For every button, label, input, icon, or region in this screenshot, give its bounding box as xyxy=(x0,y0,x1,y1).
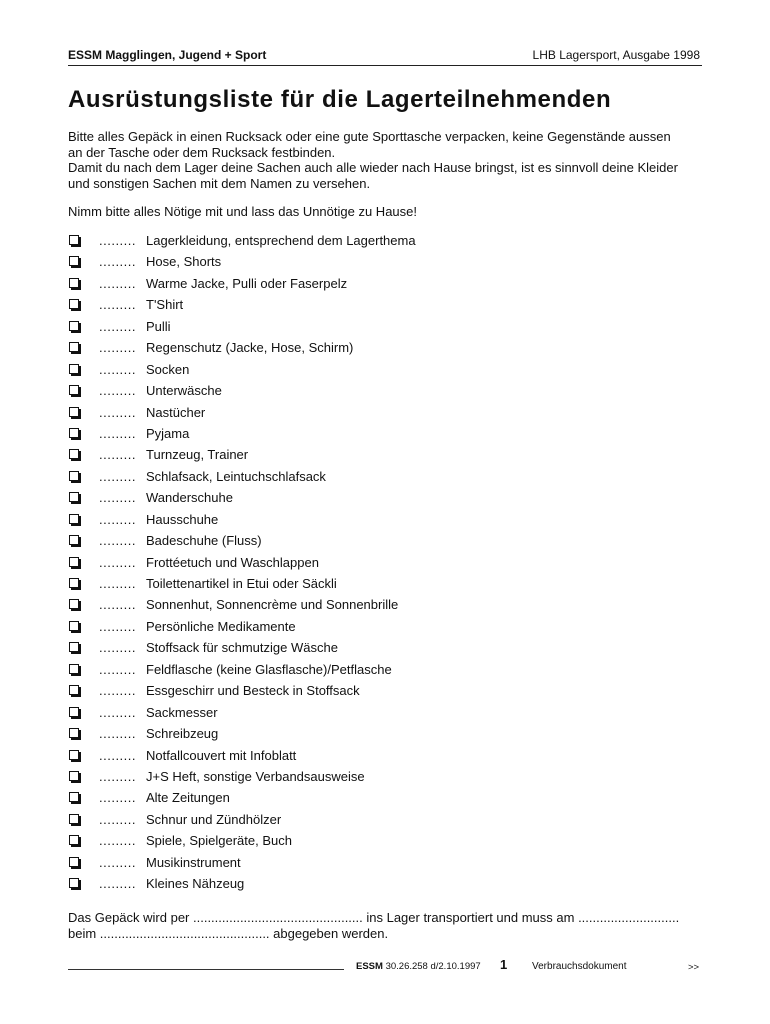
checkbox-icon[interactable] xyxy=(69,728,79,738)
checklist-item-label: Nastücher xyxy=(146,404,206,420)
checklist-item-label: Spiele, Spielgeräte, Buch xyxy=(146,833,292,849)
quantity-blank[interactable]: ......... xyxy=(99,704,137,720)
quantity-blank[interactable]: ......... xyxy=(99,425,137,441)
checkbox-icon[interactable] xyxy=(69,235,79,245)
checkbox-icon[interactable] xyxy=(69,771,79,781)
checklist-item-label: Sackmesser xyxy=(146,704,218,720)
quantity-blank[interactable]: ......... xyxy=(99,554,137,570)
checkbox-icon[interactable] xyxy=(69,278,79,288)
packing-note: Nimm bitte alles Nötige mit und lass das Unnötige zu Hause! xyxy=(68,204,417,219)
quantity-blank[interactable]: ......... xyxy=(99,383,137,399)
checklist-item-label: Wanderschuhe xyxy=(146,490,233,506)
quantity-blank[interactable]: ......... xyxy=(99,854,137,870)
checklist-item-label: Pyjama xyxy=(146,425,190,441)
checklist-item-label: T'Shirt xyxy=(146,297,184,313)
checkbox-icon[interactable] xyxy=(69,878,79,888)
quantity-blank[interactable]: ......... xyxy=(99,618,137,634)
checkbox-icon[interactable] xyxy=(69,471,79,481)
checkbox-icon[interactable] xyxy=(69,642,79,652)
transport-line: Das Gepäck wird per ............................................... ins Lager transportiert und muss am ............................ xyxy=(68,910,680,925)
quantity-blank[interactable]: ......... xyxy=(99,876,137,892)
checkbox-icon[interactable] xyxy=(69,814,79,824)
checklist-item-label: Badeschuhe (Fluss) xyxy=(146,533,262,549)
quantity-blank[interactable]: ......... xyxy=(99,490,137,506)
checkbox-icon[interactable] xyxy=(69,428,79,438)
checklist-item-label: Persönliche Medikamente xyxy=(146,618,296,634)
checklist-item-label: Schnur und Zündhölzer xyxy=(146,811,282,827)
checklist-item-label: Kleines Nähzeug xyxy=(146,876,245,892)
checklist-item-label: Essgeschirr und Besteck in Stoffsack xyxy=(146,683,360,699)
checklist-item-label: Stoffsack für schmutzige Wäsche xyxy=(146,640,338,656)
footer-document-type: Verbrauchsdokument xyxy=(532,961,627,972)
checkbox-icon[interactable] xyxy=(69,407,79,417)
quantity-blank[interactable]: ......... xyxy=(99,468,137,484)
intro-line: und sonstigen Sachen mit dem Namen zu versehen. xyxy=(68,175,371,191)
header-edition: LHB Lagersport, Ausgabe 1998 xyxy=(532,48,700,62)
checkbox-icon[interactable] xyxy=(69,599,79,609)
checklist-item-label: Hose, Shorts xyxy=(146,254,222,270)
quantity-blank[interactable]: ......... xyxy=(99,233,137,248)
footer-rule xyxy=(68,969,344,970)
checklist-item-label: Schlafsack, Leintuchschlafsack xyxy=(146,468,326,484)
footer-code-number: 30.26.258 d/2.10.1997 xyxy=(382,961,481,972)
checklist-item-label: Pulli xyxy=(146,318,171,334)
checklist-item-label: Sonnenhut, Sonnencrème und Sonnenbrille xyxy=(146,597,399,613)
intro-line: Damit du nach dem Lager deine Sachen auch alle wieder nach Hause bringst, ist es sinnvoll deine Kleider xyxy=(68,160,678,175)
quantity-blank[interactable]: ......... xyxy=(99,597,137,613)
checkbox-icon[interactable] xyxy=(69,685,79,695)
quantity-blank[interactable]: ......... xyxy=(99,576,137,591)
footer-code-org: ESSM xyxy=(356,961,383,972)
checklist-item-label: Toilettenartikel in Etui oder Säckli xyxy=(146,576,337,591)
quantity-blank[interactable]: ......... xyxy=(99,275,137,291)
checklist-item-label: Notfallcouvert mit Infoblatt xyxy=(146,747,297,763)
checklist-item-label: Feldflasche (keine Glasflasche)/Petflasche xyxy=(146,661,392,677)
checkbox-icon[interactable] xyxy=(69,364,79,374)
checklist-item-label: Lagerkleidung, entsprechend dem Lagerthema xyxy=(146,233,416,248)
quantity-blank[interactable]: ......... xyxy=(99,447,137,463)
quantity-blank[interactable]: ......... xyxy=(99,511,137,527)
checkbox-icon[interactable] xyxy=(69,449,79,459)
checkbox-icon[interactable] xyxy=(69,857,79,867)
checkbox-icon[interactable] xyxy=(69,256,79,266)
page-number: 1 xyxy=(500,957,508,972)
quantity-blank[interactable]: ......... xyxy=(99,768,137,784)
next-page-indicator: >> xyxy=(688,962,700,973)
checkbox-icon[interactable] xyxy=(69,707,79,717)
checkbox-icon[interactable] xyxy=(69,321,79,331)
intro-line: Bitte alles Gepäck in einen Rucksack oder eine gute Sporttasche verpacken, keine Gegenstände aussen xyxy=(68,129,671,144)
checkbox-icon[interactable] xyxy=(69,621,79,631)
checkbox-icon[interactable] xyxy=(69,750,79,760)
quantity-blank[interactable]: ......... xyxy=(99,318,137,334)
checkbox-icon[interactable] xyxy=(69,492,79,502)
quantity-blank[interactable]: ......... xyxy=(99,297,137,313)
checklist-item-label: Turnzeug, Trainer xyxy=(146,447,249,463)
checklist-item-label: Musikinstrument xyxy=(146,854,241,870)
checklist-item-label: Regenschutz (Jacke, Hose, Schirm) xyxy=(146,340,354,356)
quantity-blank[interactable]: ......... xyxy=(99,811,137,827)
checklist-item-label: Socken xyxy=(146,361,190,377)
page-header xyxy=(68,45,702,66)
quantity-blank[interactable]: ......... xyxy=(99,340,137,356)
checkbox-icon[interactable] xyxy=(69,792,79,802)
page-title: Ausrüstungsliste für die Lagerteilnehmenden xyxy=(68,86,612,113)
checklist-item-label: Warme Jacke, Pulli oder Faserpelz xyxy=(146,275,348,291)
quantity-blank[interactable]: ......... xyxy=(99,726,137,742)
quantity-blank[interactable]: ......... xyxy=(99,404,137,420)
checkbox-icon[interactable] xyxy=(69,535,79,545)
checkbox-icon[interactable] xyxy=(69,664,79,674)
checklist-item-label: Schreibzeug xyxy=(146,726,219,742)
checklist-item-label: Frottéetuch und Waschlappen xyxy=(146,554,319,570)
checkbox-icon[interactable] xyxy=(69,514,79,524)
quantity-blank[interactable]: ......... xyxy=(99,683,137,699)
checkbox-icon[interactable] xyxy=(69,557,79,567)
quantity-blank[interactable]: ......... xyxy=(99,254,137,270)
checkbox-icon[interactable] xyxy=(69,578,79,588)
checkbox-icon[interactable] xyxy=(69,299,79,309)
quantity-blank[interactable]: ......... xyxy=(99,747,137,763)
intro-paragraph xyxy=(68,129,708,191)
header-organization: ESSM Magglingen, Jugend + Sport xyxy=(68,48,267,62)
checkbox-icon[interactable] xyxy=(69,342,79,352)
quantity-blank[interactable]: ......... xyxy=(99,361,137,377)
checkbox-icon[interactable] xyxy=(69,835,79,845)
intro-line: an der Tasche oder dem Rucksack festbinden. xyxy=(68,144,336,160)
quantity-blank[interactable]: ......... xyxy=(99,833,137,849)
checkbox-icon[interactable] xyxy=(69,385,79,395)
quantity-blank[interactable]: ......... xyxy=(99,640,137,656)
quantity-blank[interactable]: ......... xyxy=(99,661,137,677)
transport-line: beim ............................................... abgegeben werden. xyxy=(68,926,389,941)
checklist-item-label: Hausschuhe xyxy=(146,511,219,527)
checklist-item-label: Alte Zeitungen xyxy=(146,790,230,806)
footer-document-code xyxy=(356,961,481,972)
checklist-item-label: J+S Heft, sonstige Verbandsausweise xyxy=(146,768,365,784)
quantity-blank[interactable]: ......... xyxy=(99,790,137,806)
checklist-item-label: Unterwäsche xyxy=(146,383,222,399)
transport-paragraph xyxy=(68,910,679,942)
quantity-blank[interactable]: ......... xyxy=(99,533,137,549)
